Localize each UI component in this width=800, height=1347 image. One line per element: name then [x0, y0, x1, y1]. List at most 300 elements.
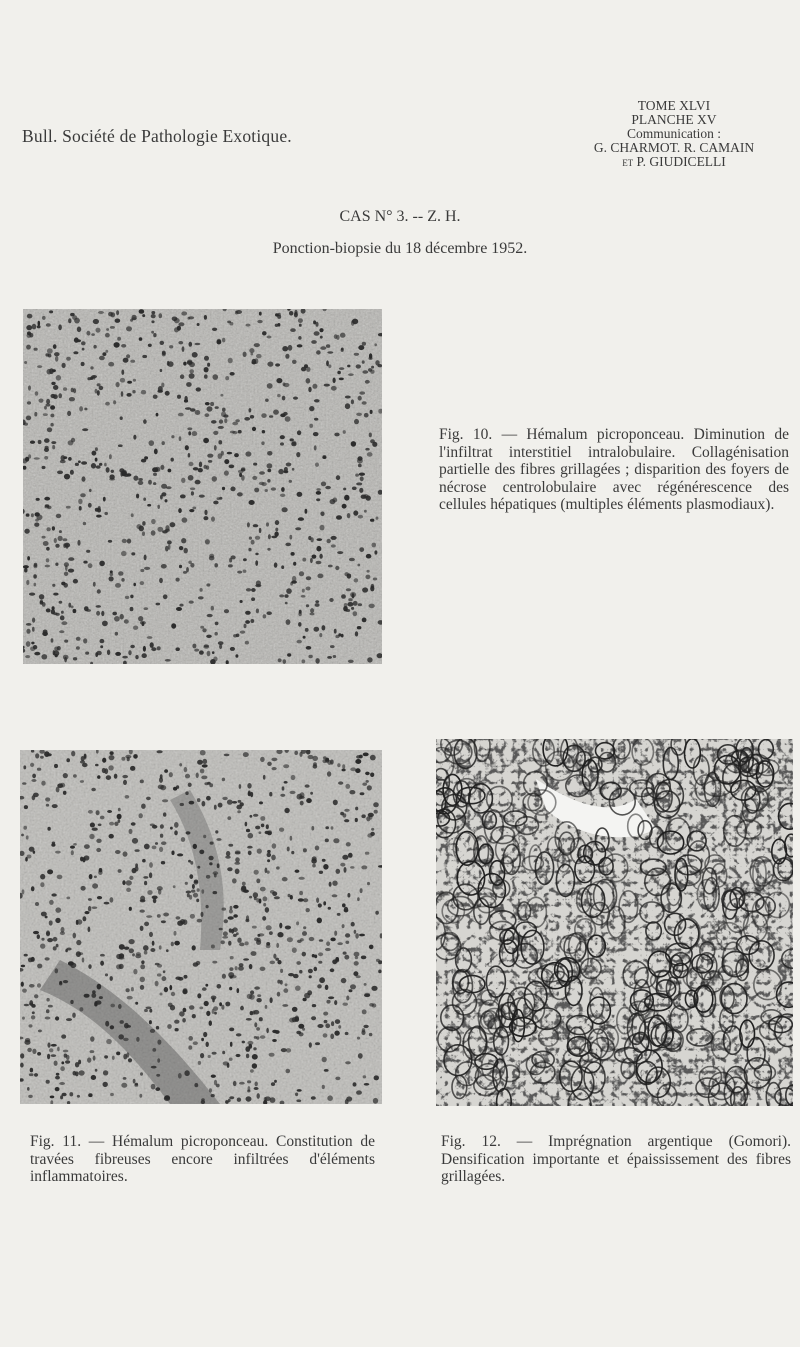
nucleus-mark [349, 790, 355, 794]
nucleus-mark [266, 925, 272, 930]
nucleus-mark [266, 1028, 269, 1033]
nucleus-mark [290, 582, 293, 586]
nucleus-mark [53, 650, 56, 655]
nucleus-mark [229, 1058, 233, 1061]
nucleus-mark [46, 804, 49, 807]
nucleus-mark [33, 851, 36, 854]
nucleus-mark [189, 369, 194, 373]
nucleus-mark [251, 951, 257, 956]
nucleus-mark [57, 875, 63, 880]
nucleus-mark [151, 1066, 157, 1069]
nucleus-mark [186, 831, 191, 834]
nucleus-mark [182, 1018, 186, 1023]
nucleus-mark [89, 834, 94, 839]
nucleus-mark [359, 391, 365, 394]
nucleus-mark [247, 522, 250, 527]
nucleus-mark [31, 1015, 35, 1019]
nucleus-mark [121, 551, 127, 556]
nucleus-mark [190, 563, 194, 568]
nucleus-mark [214, 563, 218, 567]
nucleus-mark [155, 1087, 160, 1091]
nucleus-mark [263, 775, 266, 780]
nucleus-mark [107, 810, 112, 813]
nucleus-mark [68, 457, 72, 461]
nucleus-mark [245, 611, 251, 615]
nucleus-mark [33, 931, 39, 934]
nucleus-mark [252, 476, 257, 480]
nucleus-mark [256, 998, 261, 1002]
nucleus-mark [213, 891, 218, 894]
nucleus-mark [51, 638, 54, 642]
nucleus-mark [325, 948, 331, 951]
nucleus-mark [329, 598, 333, 602]
nucleus-mark [130, 766, 135, 771]
nucleus-mark [69, 397, 75, 401]
nucleus-mark [100, 961, 104, 966]
nucleus-mark [375, 360, 379, 365]
nucleus-mark [370, 586, 374, 592]
nucleus-mark [104, 512, 108, 515]
nucleus-mark [97, 984, 102, 990]
nucleus-mark [269, 792, 272, 797]
nucleus-mark [265, 1096, 271, 1101]
nucleus-mark [256, 609, 259, 614]
nucleus-mark [246, 1054, 249, 1059]
nucleus-mark [64, 640, 68, 643]
nucleus-mark [126, 1025, 131, 1028]
nucleus-mark [356, 755, 361, 759]
nucleus-mark [207, 614, 213, 617]
nucleus-mark [351, 399, 354, 404]
nucleus-mark [376, 959, 380, 962]
nucleus-mark [327, 656, 332, 659]
nucleus-mark [180, 374, 184, 379]
nucleus-mark [267, 383, 273, 389]
nucleus-mark [132, 315, 137, 321]
nucleus-mark [274, 562, 278, 567]
nucleus-mark [61, 621, 67, 625]
nucleus-mark [208, 1055, 211, 1058]
nucleus-mark [282, 507, 288, 512]
nucleus-mark [298, 517, 304, 521]
nucleus-mark [131, 822, 136, 825]
nucleus-mark [125, 795, 130, 799]
nucleus-mark [265, 868, 268, 874]
nucleus-mark [74, 337, 79, 342]
nucleus-mark [61, 1034, 66, 1038]
tome-label: TOME XLVI [637, 98, 711, 113]
nucleus-mark [195, 410, 201, 415]
nucleus-mark [61, 582, 65, 586]
nucleus-mark [179, 436, 182, 441]
nucleus-mark [275, 520, 279, 525]
nucleus-mark [342, 855, 348, 860]
nucleus-mark [97, 383, 101, 386]
nucleus-mark [342, 769, 346, 772]
nucleus-mark [227, 1063, 230, 1068]
nucleus-mark [140, 964, 145, 969]
nucleus-mark [250, 990, 254, 994]
nucleus-mark [109, 822, 114, 826]
nucleus-mark [288, 345, 293, 351]
nucleus-mark [80, 493, 86, 497]
nucleus-mark [345, 403, 350, 409]
nucleus-mark [73, 351, 78, 354]
nucleus-mark [363, 753, 369, 757]
nucleus-mark [224, 754, 230, 757]
nucleus-mark [204, 510, 207, 516]
nucleus-mark [362, 618, 367, 623]
nucleus-mark [354, 930, 357, 934]
nucleus-mark [333, 838, 339, 843]
nucleus-mark [345, 1032, 349, 1035]
nucleus-mark [70, 470, 74, 475]
nucleus-mark [142, 521, 145, 526]
nucleus-mark [305, 628, 309, 632]
nucleus-mark [346, 1096, 352, 1101]
nucleus-mark [352, 319, 358, 325]
nucleus-mark [357, 456, 362, 461]
nucleus-mark [234, 453, 239, 457]
nucleus-mark [277, 932, 283, 937]
nucleus-mark [306, 367, 310, 372]
nucleus-mark [348, 853, 353, 858]
nucleus-mark [133, 1079, 136, 1084]
nucleus-mark [336, 515, 342, 520]
nucleus-mark [76, 951, 81, 957]
nucleus-mark [302, 589, 305, 593]
nucleus-mark [276, 943, 279, 948]
nucleus-mark [219, 419, 223, 423]
nucleus-mark [203, 516, 208, 520]
nucleus-mark [91, 463, 96, 469]
nucleus-mark [300, 801, 304, 806]
nucleus-mark [104, 463, 107, 467]
nucleus-mark [240, 631, 245, 634]
nucleus-mark [351, 607, 354, 610]
nucleus-mark [78, 460, 81, 463]
nucleus-mark [214, 805, 217, 810]
nucleus-mark [144, 1009, 148, 1012]
nucleus-mark [331, 386, 337, 391]
nucleus-mark [242, 1041, 245, 1044]
nucleus-mark [121, 1083, 127, 1088]
nucleus-mark [235, 857, 240, 862]
nucleus-mark [344, 867, 347, 873]
nucleus-mark [118, 819, 121, 823]
nucleus-mark [274, 896, 280, 899]
nucleus-mark [157, 646, 161, 650]
nucleus-mark [330, 759, 334, 764]
nucleus-mark [141, 804, 146, 809]
nucleus-mark [228, 358, 233, 364]
nucleus-mark [86, 331, 90, 336]
nucleus-mark [361, 865, 367, 869]
nucleus-mark [174, 327, 179, 332]
nucleus-mark [81, 341, 86, 345]
nucleus-mark [181, 837, 185, 842]
nucleus-mark [59, 601, 63, 604]
nucleus-mark [330, 1034, 334, 1040]
nucleus-mark [71, 751, 75, 757]
nucleus-mark [229, 322, 233, 326]
nucleus-mark [34, 652, 40, 656]
nucleus-mark [90, 366, 93, 369]
nucleus-mark [370, 410, 373, 414]
nucleus-mark [45, 957, 50, 960]
nucleus-mark [142, 653, 147, 658]
nucleus-mark [359, 488, 363, 493]
nucleus-mark [340, 333, 346, 338]
nucleus-mark [247, 1080, 251, 1083]
nucleus-mark [83, 916, 87, 921]
nucleus-mark [103, 497, 106, 502]
nucleus-mark [309, 406, 314, 411]
nucleus-mark [110, 976, 113, 981]
nucleus-mark [221, 940, 225, 944]
nucleus-mark [161, 564, 167, 569]
nucleus-mark [211, 945, 215, 949]
nucleus-mark [249, 964, 253, 969]
nucleus-mark [91, 1075, 96, 1080]
nucleus-mark [41, 938, 44, 941]
nucleus-mark [88, 810, 93, 814]
nucleus-mark [315, 463, 319, 467]
nucleus-mark [315, 1042, 320, 1045]
nucleus-mark [37, 325, 41, 328]
nucleus-mark [282, 396, 286, 401]
nucleus-mark [317, 574, 323, 579]
nucleus-mark [287, 653, 291, 656]
nucleus-mark [25, 457, 29, 462]
nucleus-mark [191, 890, 195, 893]
nucleus-mark [140, 569, 144, 572]
nucleus-mark [161, 484, 167, 489]
nucleus-mark [235, 966, 238, 970]
nucleus-mark [237, 938, 241, 943]
nucleus-mark [147, 890, 152, 895]
nucleus-mark [100, 816, 105, 820]
nucleus-mark [32, 795, 36, 800]
nucleus-mark [214, 445, 217, 451]
nucleus-mark [62, 363, 66, 368]
nucleus-mark [159, 313, 163, 318]
nucleus-mark [205, 413, 210, 417]
nucleus-mark [318, 952, 323, 956]
nucleus-mark [277, 992, 281, 997]
nucleus-mark [299, 877, 305, 880]
nucleus-mark [354, 419, 359, 424]
nucleus-mark [346, 842, 351, 846]
nucleus-mark [265, 489, 268, 492]
nucleus-mark [51, 609, 55, 614]
nucleus-mark [222, 908, 227, 911]
nucleus-mark [176, 916, 181, 919]
nucleus-mark [140, 985, 144, 990]
nucleus-mark [365, 380, 370, 384]
nucleus-mark [80, 780, 84, 783]
nucleus-mark [239, 1082, 245, 1085]
nucleus-mark [159, 578, 163, 583]
nucleus-mark [121, 578, 124, 582]
nucleus-mark [239, 943, 244, 947]
nucleus-mark [357, 564, 360, 567]
nucleus-mark [165, 659, 171, 662]
nucleus-mark [267, 850, 271, 853]
nucleus-mark [93, 582, 96, 587]
nucleus-mark [364, 993, 370, 996]
nucleus-mark [161, 920, 166, 923]
nucleus-mark [309, 975, 312, 978]
nucleus-mark [319, 328, 323, 332]
nucleus-mark [365, 448, 369, 451]
nucleus-mark [178, 977, 184, 981]
nucleus-mark [288, 894, 291, 898]
nucleus-mark [108, 540, 112, 543]
nucleus-mark [53, 937, 58, 942]
nucleus-mark [243, 570, 247, 573]
nucleus-mark [222, 974, 226, 979]
nucleus-mark [200, 750, 206, 755]
nucleus-mark [79, 1070, 85, 1075]
nucleus-mark [31, 513, 34, 517]
nucleus-mark [231, 929, 234, 934]
nucleus-mark [67, 411, 71, 416]
caption-fig-12: Fig. 12. — Imprégnation argentique (Gomori). Densification importante et épaississement des fibres grillagées. [441, 1133, 791, 1185]
nucleus-mark [84, 844, 90, 849]
nucleus-mark [76, 637, 81, 641]
nucleus-mark [188, 316, 194, 319]
nucleus-mark [273, 954, 276, 959]
nucleus-mark [181, 311, 187, 315]
nucleus-mark [197, 888, 200, 892]
nucleus-mark [237, 571, 242, 574]
nucleus-mark [267, 463, 273, 468]
nucleus-mark [342, 924, 345, 928]
nucleus-mark [131, 987, 134, 991]
nucleus-mark [51, 382, 55, 385]
nucleus-mark [204, 644, 209, 647]
nucleus-mark [140, 581, 145, 585]
nucleus-mark [309, 937, 315, 941]
nucleus-mark [289, 480, 292, 483]
nucleus-mark [222, 1051, 225, 1055]
nucleus-mark [328, 907, 331, 910]
nucleus-mark [63, 980, 68, 983]
nucleus-mark [203, 759, 208, 764]
nucleus-mark [186, 891, 192, 894]
nucleus-mark [306, 378, 311, 384]
nucleus-mark [251, 540, 255, 545]
nucleus-mark [120, 614, 124, 620]
nucleus-mark [102, 758, 106, 763]
nucleus-mark [340, 863, 345, 867]
nucleus-mark [152, 467, 158, 472]
nucleus-mark [286, 463, 292, 467]
nucleus-mark [335, 1077, 340, 1081]
nucleus-mark [344, 955, 349, 960]
nucleus-mark [190, 487, 195, 490]
nucleus-mark [141, 960, 144, 964]
nucleus-mark [229, 558, 232, 563]
nucleus-mark [46, 323, 51, 327]
nucleus-mark [360, 476, 364, 481]
nucleus-mark [96, 848, 101, 852]
nucleus-mark [353, 601, 358, 606]
nucleus-mark [58, 393, 62, 398]
nucleus-mark [338, 633, 341, 636]
nucleus-mark [180, 803, 184, 806]
nucleus-mark [376, 517, 379, 520]
nucleus-mark [157, 390, 163, 393]
nucleus-mark [164, 1096, 170, 1101]
nucleus-mark [299, 752, 302, 757]
nucleus-mark [318, 961, 322, 964]
nucleus-mark [204, 1001, 209, 1006]
nucleus-mark [363, 1025, 368, 1028]
nucleus-mark [257, 320, 262, 323]
nucleus-mark [98, 311, 104, 314]
nucleus-mark [21, 965, 25, 968]
nucleus-mark [194, 1083, 198, 1087]
nucleus-mark [52, 842, 55, 845]
nucleus-mark [187, 427, 192, 430]
nucleus-mark [176, 647, 180, 651]
nucleus-mark [123, 358, 129, 363]
nucleus-mark [341, 349, 344, 352]
nucleus-mark [203, 438, 209, 443]
nucleus-mark [21, 982, 24, 987]
nucleus-mark [34, 457, 40, 460]
nucleus-mark [195, 480, 201, 485]
nucleus-mark [96, 515, 102, 518]
nucleus-mark [127, 539, 131, 544]
nucleus-mark [103, 1082, 108, 1087]
nucleus-mark [316, 488, 320, 491]
nucleus-mark [188, 860, 191, 863]
nucleus-mark [99, 996, 103, 999]
nucleus-mark [66, 506, 71, 509]
nucleus-mark [273, 410, 279, 415]
nucleus-mark [42, 466, 46, 469]
nucleus-mark [207, 363, 210, 367]
nucleus-mark [37, 1052, 41, 1056]
nucleus-mark [270, 961, 276, 965]
nucleus-mark [267, 548, 270, 551]
nucleus-mark [286, 1069, 291, 1074]
nucleus-mark [243, 958, 249, 961]
nucleus-mark [233, 914, 238, 918]
nucleus-mark [68, 318, 71, 323]
nucleus-mark [90, 823, 95, 828]
nucleus-mark [129, 876, 133, 880]
nucleus-mark [35, 512, 40, 516]
nucleus-mark [351, 441, 356, 447]
nucleus-mark [259, 471, 265, 474]
nucleus-mark [171, 942, 174, 947]
nucleus-mark [55, 851, 61, 854]
nucleus-mark [225, 376, 229, 380]
nucleus-mark [228, 844, 233, 847]
nucleus-mark [159, 945, 162, 949]
nucleus-mark [196, 899, 199, 903]
nucleus-mark [336, 335, 339, 340]
nucleus-mark [121, 370, 124, 375]
nucleus-mark [351, 922, 355, 927]
nucleus-mark [287, 937, 293, 942]
nucleus-mark [259, 801, 263, 804]
nucleus-mark [281, 1048, 287, 1052]
